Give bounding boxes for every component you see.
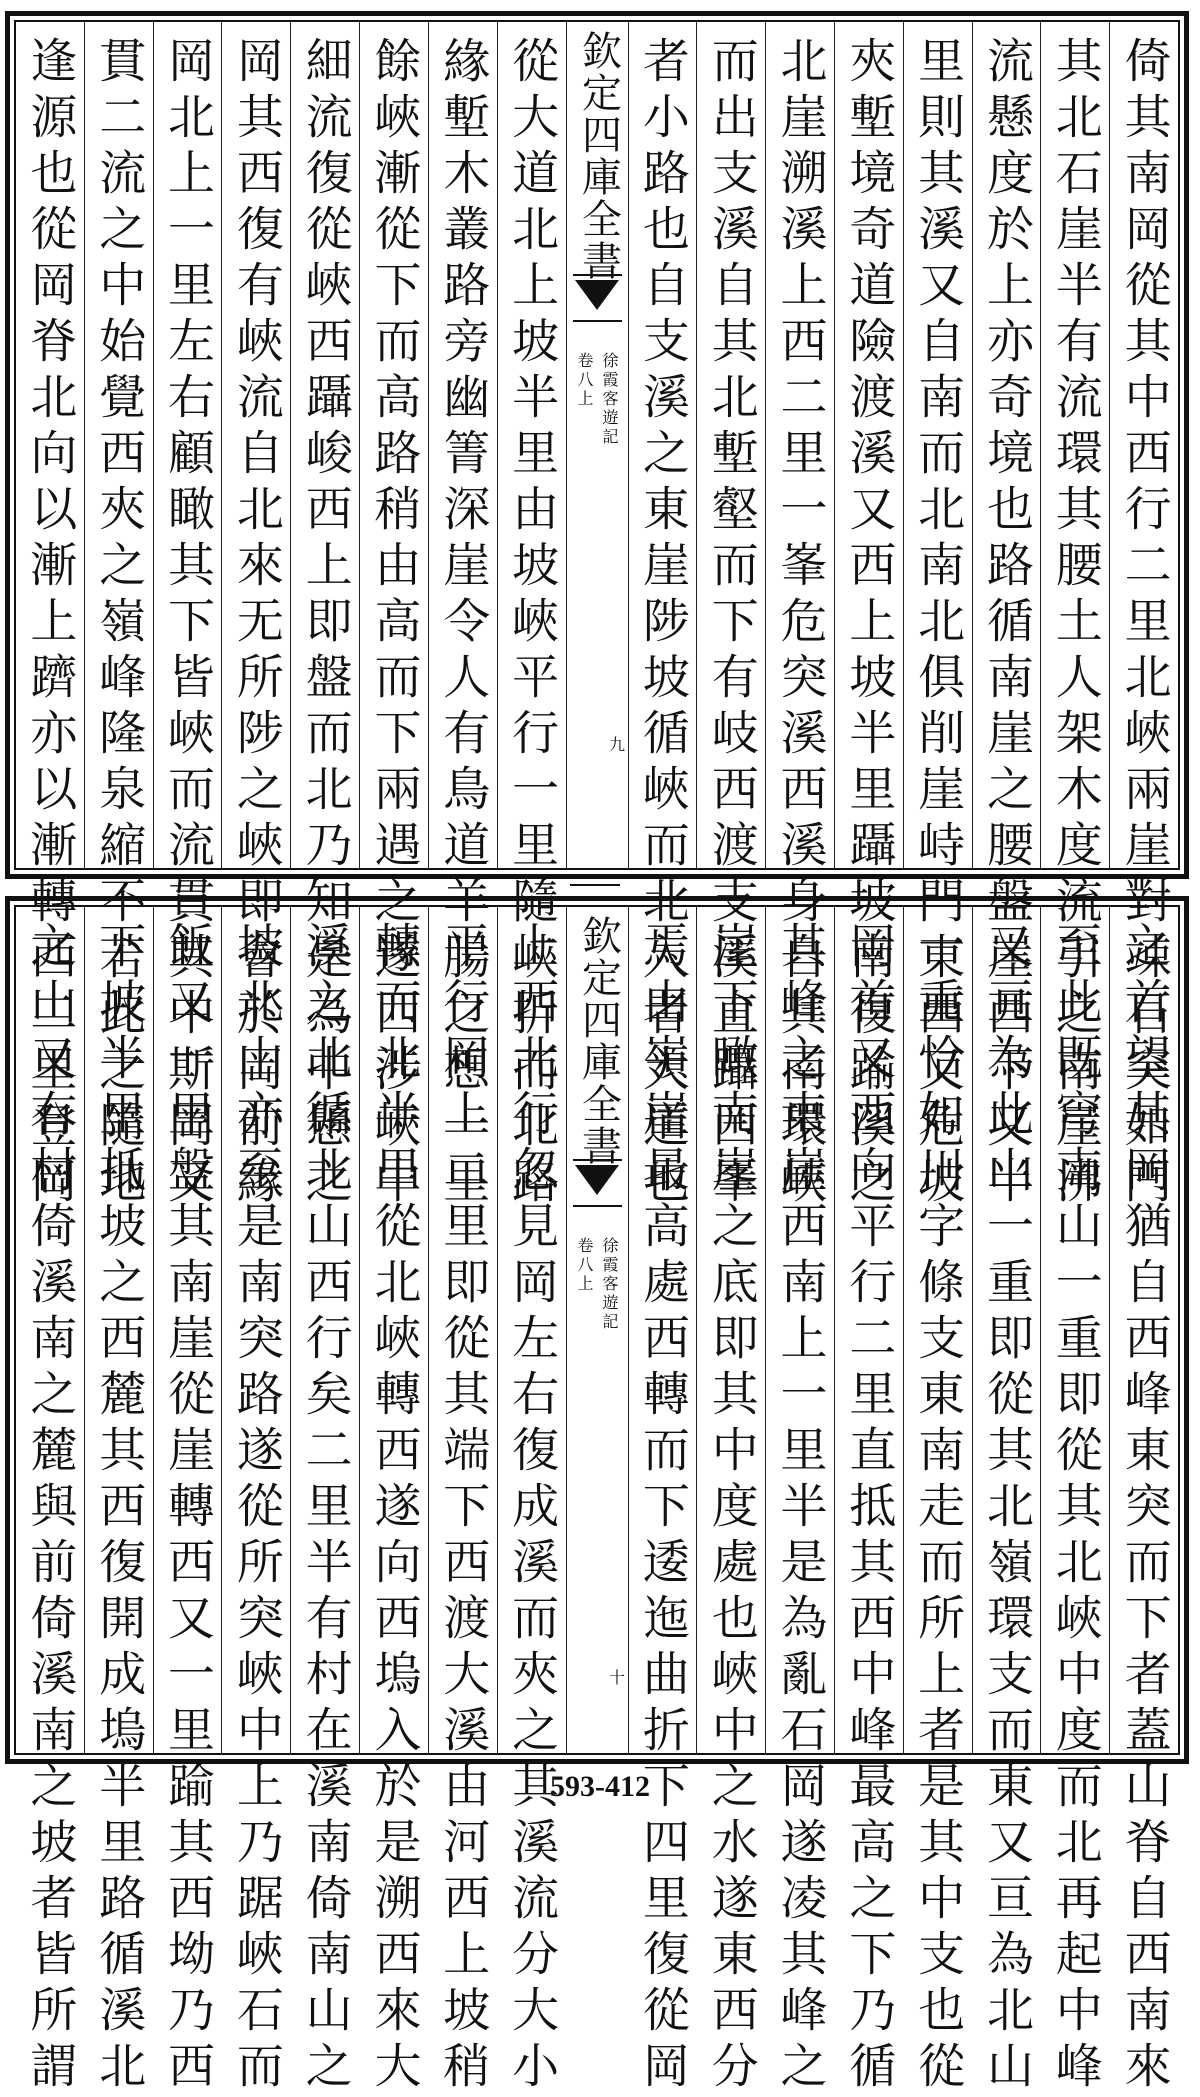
column-text: 其北石崖半有流環其腰土人架木度流引之南崖沸 bbox=[1047, 36, 1103, 1212]
column-text: 緣塹木叢路旁幽箐深崖令人有鳥道羊腸之想一里 bbox=[435, 36, 491, 1212]
text-column bbox=[765, 907, 834, 2097]
fishtail-mark-icon bbox=[573, 274, 622, 322]
text-column bbox=[834, 907, 903, 2097]
text-column bbox=[290, 22, 359, 1212]
text-column bbox=[359, 907, 428, 2097]
text-column bbox=[359, 22, 428, 1212]
column-text: 岡其西復有峽流自北來无所陟之峽即會於岡前緣 bbox=[228, 36, 284, 1212]
column-text: 者小路也自支溪之東崖陟坡循峽而北入者大道也 bbox=[634, 36, 690, 1212]
column-text: 又亘為此山一重即從其北嶺環支而東又亘為北山 bbox=[978, 921, 1034, 2097]
fishtail-mark-icon bbox=[573, 1159, 622, 1207]
text-column bbox=[903, 22, 972, 1212]
center-fold-column bbox=[566, 907, 628, 1753]
volume-label: 卷八上 bbox=[575, 352, 594, 409]
text-column bbox=[765, 22, 834, 1212]
column-text: 流懸度於上亦奇境也路循南崖之腰盤崖西下又半 bbox=[978, 36, 1034, 1212]
text-column bbox=[153, 907, 222, 2097]
text-column bbox=[1109, 22, 1178, 1212]
text-column bbox=[16, 907, 84, 2097]
column-text: 溪之北循北山西行矣二里半有村在溪南倚南山之 bbox=[297, 921, 353, 2097]
column-text: 倚其南岡從其中西行二里北峽兩崖對竦石突如門 bbox=[1116, 36, 1172, 1212]
volume-info bbox=[567, 1237, 628, 1332]
column-text: 一重恰如川字條支東南走而所上者是其中支也從 bbox=[910, 921, 966, 2097]
text-column bbox=[1040, 907, 1109, 2097]
text-column bbox=[428, 907, 497, 2097]
column-text: 其峰之東崖西南上一里半是為亂石岡遂凌其峰之 bbox=[772, 921, 828, 2097]
text-column bbox=[428, 22, 497, 1212]
volume-info bbox=[567, 352, 628, 447]
volume-label: 卷八上 bbox=[575, 1237, 594, 1294]
column-text: 細流復從峽西躡峻西上即盤而北乃知是為中懸之 bbox=[297, 36, 353, 1212]
text-column bbox=[972, 907, 1041, 2097]
column-text: 岡北上一里左右顧瞰其下皆峽而流貫其中斯岡又 bbox=[160, 36, 216, 1212]
column-text: 下坡半里抵坡之西麓其西復開成塢半里路循溪北 bbox=[91, 921, 147, 2097]
text-column bbox=[1040, 22, 1109, 1212]
column-text: 而出支溪自其北塹壑而下有岐西渡支溪直躡西峯 bbox=[703, 36, 759, 1212]
text-column bbox=[834, 22, 903, 1212]
text-column bbox=[16, 22, 84, 1212]
top-page-frame bbox=[14, 20, 1180, 1212]
text-column bbox=[221, 907, 290, 2097]
column-text: 夾塹境奇道險渡溪又西上坡半里躡坡南復踰溪之 bbox=[841, 36, 897, 1212]
text-column bbox=[972, 22, 1041, 1212]
text-column bbox=[497, 22, 566, 1212]
page-divider bbox=[570, 884, 620, 886]
text-column bbox=[696, 22, 765, 1212]
column-text: 轉而北半里從北峽轉西遂向西塢入於是溯西來大 bbox=[366, 921, 422, 2097]
column-text: 上西北行忽見岡左右復成溪而夾之其溪流分大小 bbox=[504, 921, 560, 2097]
page-footer-number: 593-412 bbox=[550, 1770, 650, 1803]
column-text: 至此既穹南山一重即從其北峽中度而北再起中峰 bbox=[1047, 921, 1103, 2097]
column-text: 餘峽漸從下而高路稍由高而下兩遇之遂西涉峽中 bbox=[366, 36, 422, 1212]
column-text: 逢源也從岡脊北向以漸上躋亦以漸轉西二里登岡 bbox=[22, 36, 78, 1212]
column-text: 之首望其岡猶自西峰東突而下者蓋山脊自西南來 bbox=[1116, 921, 1172, 2097]
text-column bbox=[153, 22, 222, 1212]
column-text: 飯又一里盤其南崖從崖轉西又一里踰其西坳乃西 bbox=[160, 921, 216, 2097]
text-column bbox=[628, 907, 697, 2097]
running-head: 欽定四庫全書 bbox=[575, 30, 622, 282]
author-title: 徐霞客遊記 bbox=[600, 352, 619, 447]
column-text: 坡北山亦至是南突路遂從所突峽中上乃踞峽石而 bbox=[228, 921, 284, 2097]
text-column bbox=[84, 22, 153, 1212]
text-column bbox=[84, 907, 153, 2097]
column-text: 北崖溯溪上西二里一峯危突溪西溪身自其南環峽 bbox=[772, 36, 828, 1212]
page-number: 十 bbox=[606, 1669, 626, 1685]
column-text: 焉由嶺崖最高處西轉而下逶迤曲折下四里復從岡 bbox=[634, 921, 690, 2097]
author-title: 徐霞客遊記 bbox=[600, 1237, 619, 1332]
text-column bbox=[221, 22, 290, 1212]
text-column bbox=[497, 907, 566, 2097]
column-text: 里則其溪又自南而北南北俱削崖峙門東西又危坡 bbox=[910, 36, 966, 1212]
text-column bbox=[628, 22, 697, 1212]
column-text: 從大道北上坡半里由坡峽平行一里隨峽折而北路 bbox=[504, 36, 560, 1212]
column-text: 貫二流之中始覺西夾之嶺峰隆泉縮不若此之隨地 bbox=[91, 36, 147, 1212]
running-head: 欽定四庫全書 bbox=[575, 915, 622, 1167]
column-text: 平行岡上二里即從其端下西渡大溪由河西上坡稍 bbox=[435, 921, 491, 2097]
text-column bbox=[290, 907, 359, 2097]
text-column bbox=[903, 907, 972, 2097]
center-fold-column bbox=[566, 22, 628, 868]
column-text: 岡首又西向平行二里直抵其西中峰最高之下乃循 bbox=[841, 921, 897, 2097]
text-column bbox=[1109, 907, 1178, 2097]
column-text: 之山又有村倚溪南之麓與前倚溪南之坡者皆所謂 bbox=[22, 921, 78, 2097]
column-text: 崖下瞰南崖之底即其中度處也峽中之水遂東西分 bbox=[703, 921, 759, 2097]
text-column bbox=[696, 907, 765, 2097]
page-number: 九 bbox=[606, 736, 626, 752]
